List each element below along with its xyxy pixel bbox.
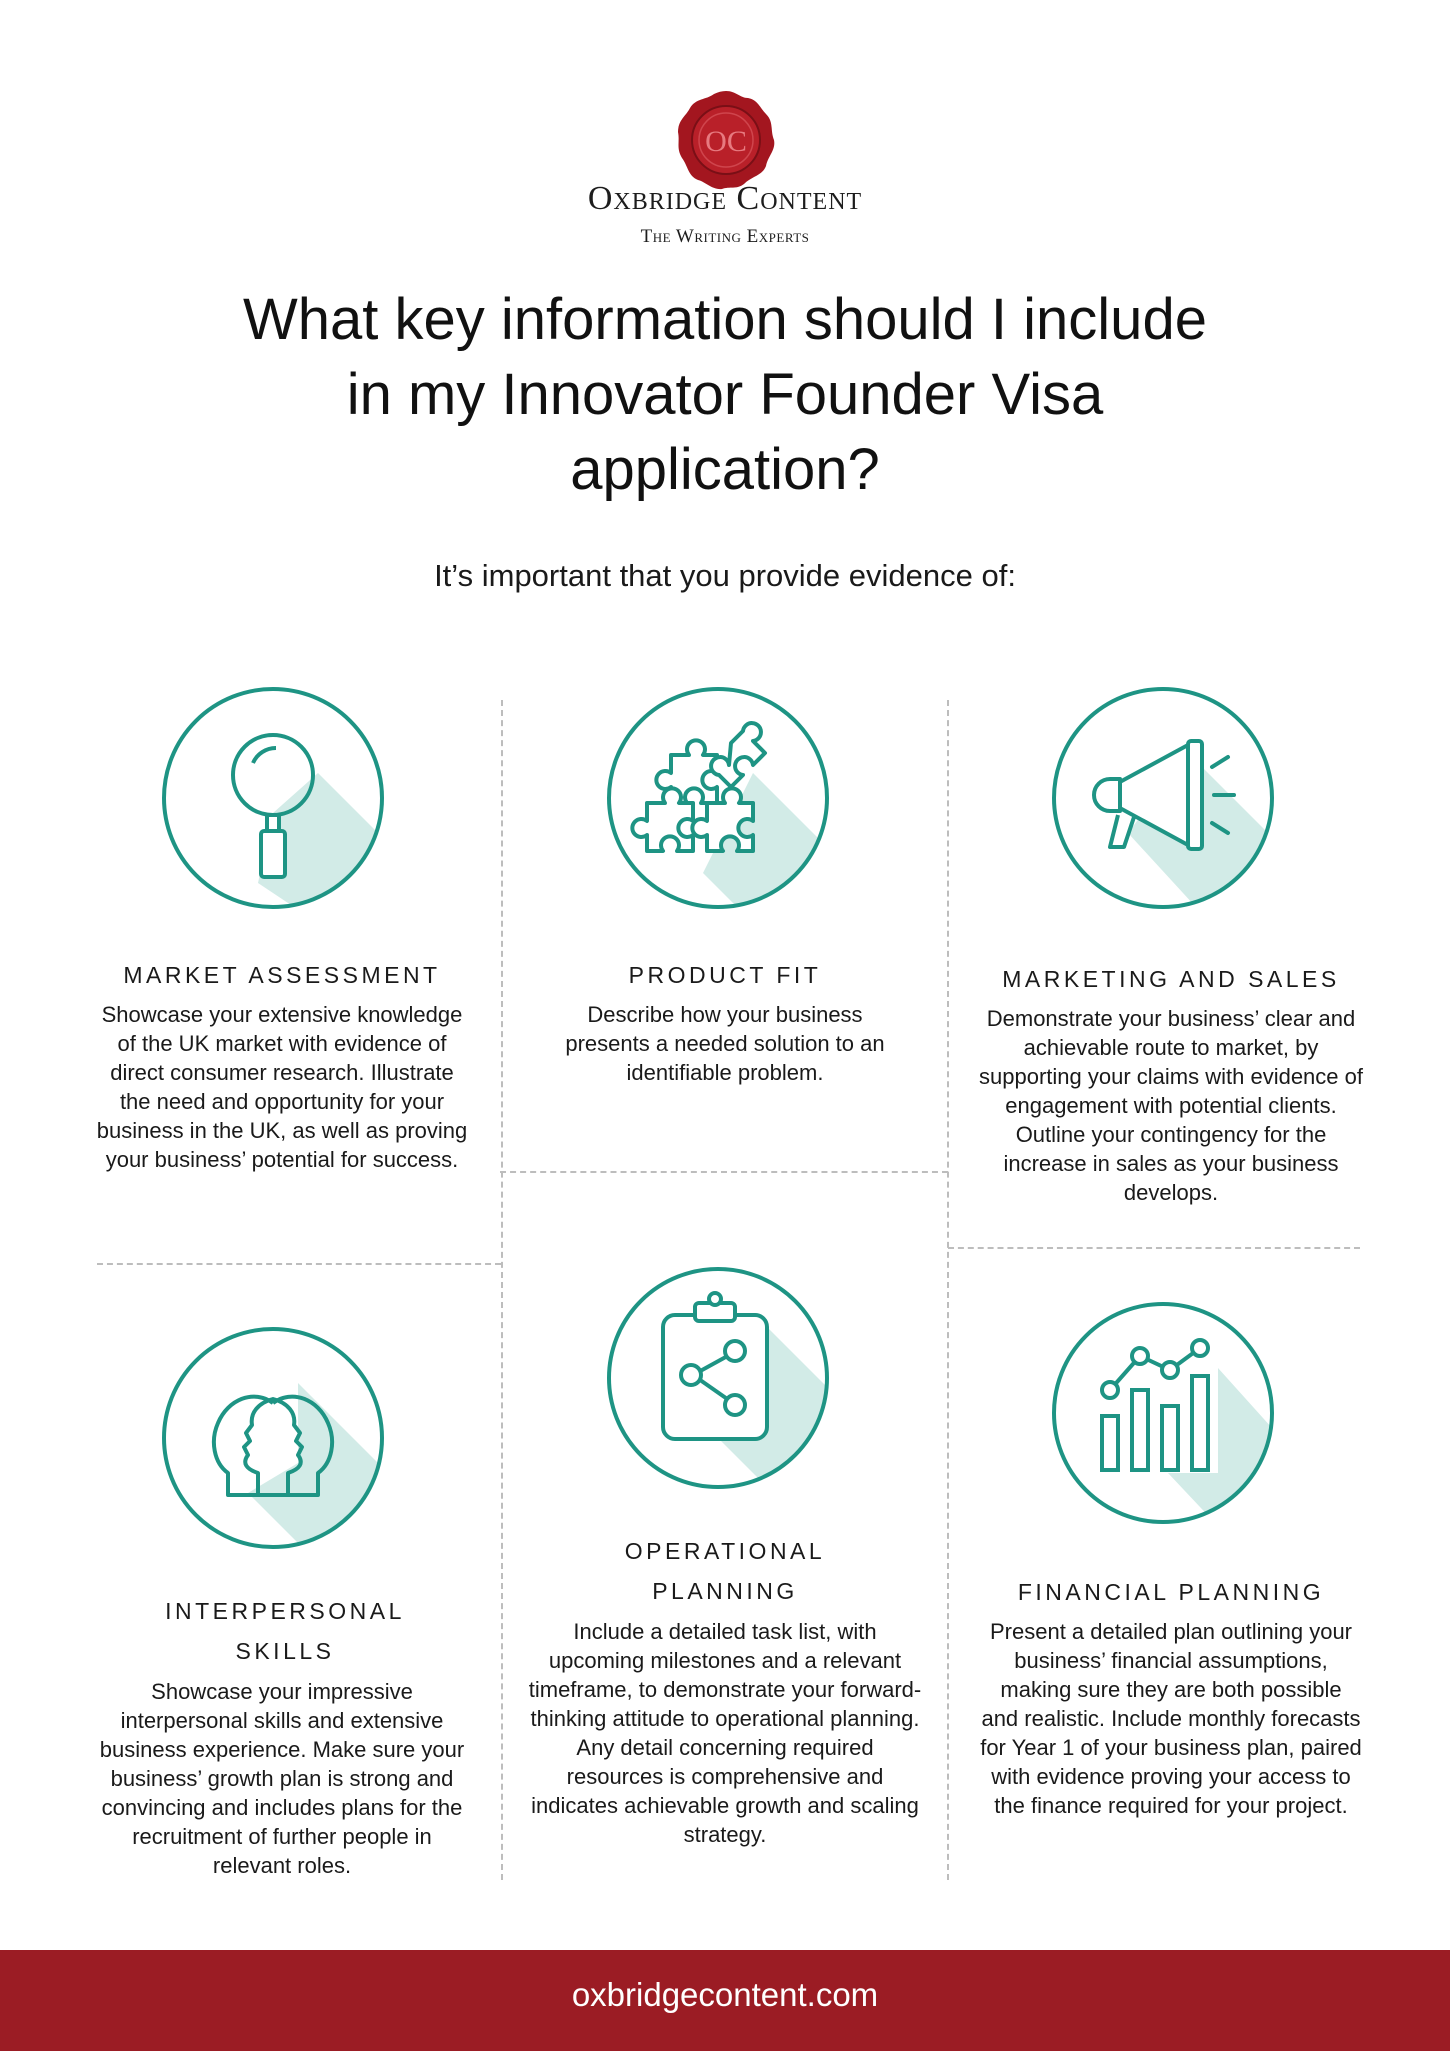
divider-horizontal-right	[948, 1247, 1360, 1249]
clipboard-share-icon	[603, 1263, 833, 1493]
divider-vertical-right	[947, 700, 949, 1880]
divider-vertical-left	[501, 700, 503, 1880]
two-heads-icon	[158, 1323, 388, 1553]
financial-planning-body: Present a detailed plan outlining your business’ financial assumptions, making sure they are both possible and realistic. Include monthly forecasts for Year 1 of your business plan, paired with evidence proving your access to the finance required for your project.	[980, 1619, 1362, 1818]
market-assessment-heading: MARKET ASSESSMENT	[123, 962, 441, 988]
wax-seal-logo	[674, 88, 778, 192]
bar-chart-icon	[1048, 1298, 1278, 1528]
interpersonal-skills-body: Showcase your impressive interpersonal skills and extensive business experience. Make sure your business’ growth plan is strong and convincing and includes plans for the recruitment of further people in relevant roles.	[99, 1679, 465, 1878]
interpersonal-skills-heading: INTERPERSONAL SKILLS	[165, 1598, 405, 1664]
puzzle-icon	[603, 683, 833, 913]
product-fit-heading: PRODUCT FIT	[628, 962, 822, 988]
page-title: What key information should I include in my Innovator Founder Visa application?	[243, 287, 1207, 502]
market-assessment-body: Showcase your extensive knowledge of the UK market with evidence of direct consumer research. Illustrate the need and opportunity for your business in the UK, as well as proving your business’ potential for success.	[96, 1002, 468, 1172]
product-fit-body: Describe how your business presents a needed solution to an identifiable problem.	[565, 1002, 885, 1085]
page-subtitle: It’s important that you provide evidence of:	[434, 558, 1016, 593]
marketing-and-sales-heading: MARKETING AND SALES	[1002, 966, 1340, 992]
megaphone-icon	[1048, 683, 1278, 913]
operational-planning-body: Include a detailed task list, with upcoming milestones and a relevant timeframe, to demonstrate your forward-thinking attitude to operational planning. Any detail concerning required resources is comprehensive and indicates achievable growth and scaling strategy.	[528, 1619, 922, 1847]
divider-horizontal-middle	[500, 1171, 948, 1173]
divider-horizontal-left	[97, 1263, 501, 1265]
brand-tagline: The Writing Experts	[640, 226, 810, 247]
magnifying-glass-icon	[158, 683, 388, 913]
financial-planning-heading: FINANCIAL PLANNING	[1017, 1579, 1325, 1605]
marketing-and-sales-body: Demonstrate your business’ clear and achievable route to market, by supporting your claims with evidence of engagement with potential clients. Outline your contingency for the increase in sales as your business develops.	[979, 1006, 1363, 1205]
svg-text:OC: OC	[705, 125, 747, 158]
footer-website-link[interactable]: oxbridgecontent.com	[571, 1976, 879, 2013]
operational-planning-heading: OPERATIONAL PLANNING	[624, 1538, 826, 1604]
brand-name: Oxbridge Content	[587, 180, 863, 217]
